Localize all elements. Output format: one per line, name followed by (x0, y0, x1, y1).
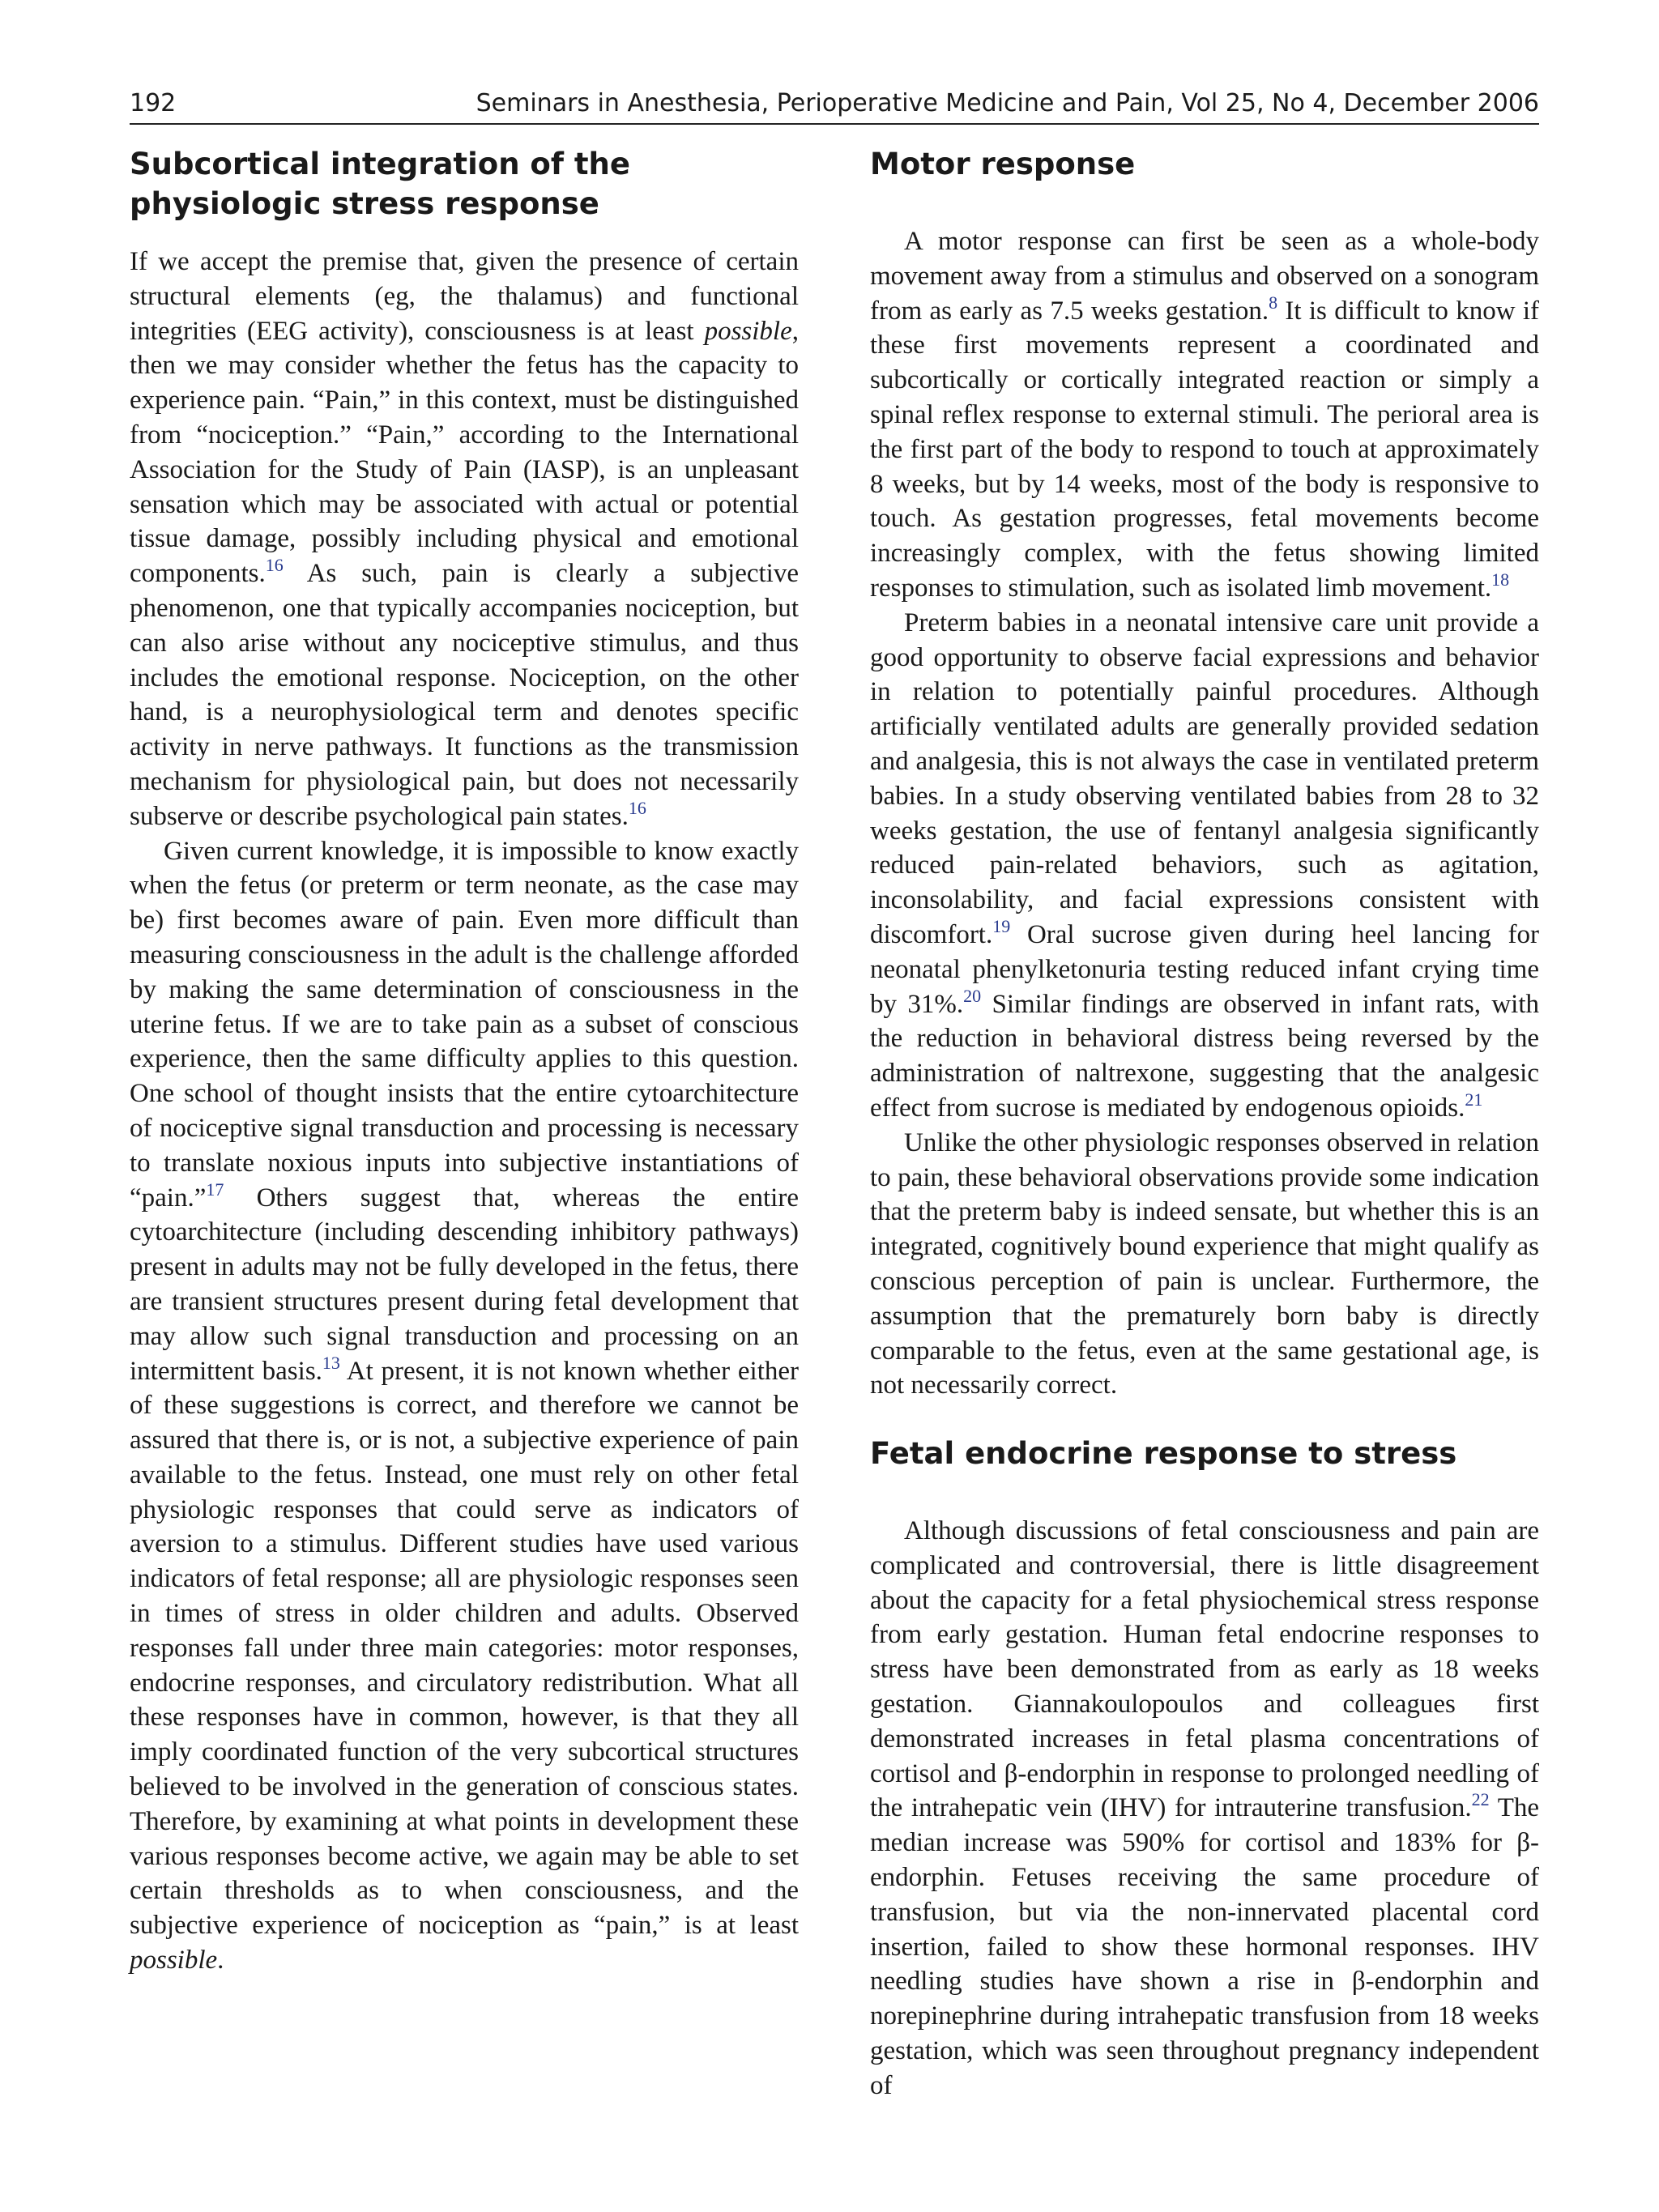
paragraph: Although discussions of fetal consciousness and pain are complicated and controversial, there is little disagreement about the capacity for a fetal physiochemical stress response from early gestation. Human fetal endocrine responses to stress have been demonstrated from as early as 18 weeks gestation. Giannakoulopoulos and colleagues first demonstrated increases in fetal plasma concentrations of cortisol and β-endorphin in response to prolonged needling of the intrahepatic vein (IHV) for intrauterine transfusion.$^{22}$ The median increase was 590% for cortisol and 183% for β-endorphin. Fetuses receiving the same procedure of transfusion, but via the non-innervated placental cord insertion, failed to show these hormonal responses. IHV needling studies have shown a rise in β-endorphin and norepinephrine during intrahepatic transfusion from 18 weeks gestation, which was seen throughout pregnancy independent of (870, 1516, 1539, 2100)
reference-link[interactable]: 19 (992, 915, 1011, 936)
reference-link[interactable]: 16 (265, 555, 284, 576)
section-heading-motor-response: Motor response (870, 147, 1136, 181)
paragraph: If we accept the premise that, given the presence of certain structural elements (eg, the thalamus) and functional integrities (EEG activity), consciousness is at least possible, then we may consider whether the fetus has the capacity to experience pain. “Pain,” in this context, must be distinguished from “nociception.” “Pain,” according to the International Association for the Study of Pain (IASP), is an unpleasant sensation which may be associated with actual or potential tissue damage, possibly including physical and emotional components.$^{16}$ As such, pain is clearly a subjective phenomenon, one that typically accompanies nociception, but can also arise without any nociceptive stimulus, and thus includes the emotional response. Nociception, on the other hand, is a neurophysiological term and denotes specific activity in nerve pathways. It functions as the transmission mechanism for physiological pain, but does not necessarily subserve or describe psychological pain states.$^{16}$ (130, 247, 799, 831)
paragraph: Preterm babies in a neonatal intensive care unit provide a good opportunity to observe facial expressions and behavior in relation to potentially painful procedures. Although artificially ventilated adults are generally provided sedation and analgesia, this is not always the case in ventilated preterm babies. In a study observing ventilated babies from 28 to 32 weeks gestation, the use of fentanyl analgesia significantly reduced pain-related behaviors, such as agitation, inconsolability, and facial expressions consistent with discomfort.$^{19}$ Oral sucrose given during heel lancing for neonatal phenylketonuria testing reduced infant crying time by 31%.$^{20}$ Similar findings are observed in infant rats, with the reduction in behavioral distress being reversed by the administration of naltrexone, suggesting that the analgesic effect from sucrose is mediated by endogenous opioids.$^{21}$ (870, 607, 1539, 1123)
reference-link[interactable]: 17 (206, 1178, 224, 1200)
running-head (130, 84, 1539, 125)
section-heading-fetal-endocrine: Fetal endocrine response to stress (870, 1436, 1457, 1472)
section-heading-subcortical: Subcortical integration of the physiologic stress response (130, 147, 630, 221)
paragraph: A motor response can first be seen as a whole-body movement away from a stimulus and observed on a sonogram from as early as 7.5 weeks gestation.$^8$ It is difficult to know if these first movements represent a coordinated and subcortically or cortically integrated reaction or simply a spinal reflex response to external stimuli. The perioral area is the first part of the body to respond to touch at approximately 8 weeks, but by 14 weeks, most of the body is responsive to touch. As gestation progresses, fetal movements become increasingly complex, with the fetus showing limited responses to stimulation, such as isolated limb movement.$^{18}$ (870, 227, 1539, 603)
left-column (130, 144, 799, 1978)
paragraph: Unlike the other physiologic responses observed in relation to pain, these behavioral observations provide some indication that the preterm baby is indeed sensate, but whether this is an integrated, cognitively bound experience that might qualify as conscious perception of pain is unclear. Furthermore, the assumption that the prematurely born baby is directly comparable to the fetus, even at the same gestational age, is not necessarily correct. (870, 1127, 1539, 1400)
reference-link[interactable]: 8 (1269, 292, 1278, 313)
page-number: 192 (130, 89, 177, 117)
reference-link[interactable]: 21 (1465, 1089, 1483, 1110)
journal-citation: Seminars in Anesthesia, Perioperative Medicine and Pain, Vol 25, No 4, December 2006 (476, 89, 1539, 117)
right-column (870, 144, 1539, 2103)
paragraph: Given current knowledge, it is impossible to know exactly when the fetus (or preterm or term neonate, as the case may be) first becomes aware of pain. Even more difficult than measuring consciousness in the adult is the challenge afforded by making the same determination of consciousness in the uterine fetus. If we are to take pain as a subset of conscious experience, then the same difficulty applies to this question. One school of thought insists that the entire cytoarchitecture of nociceptive signal transduction and processing is necessary to translate noxious inputs into subjective instantiations of “pain.”$^{17}$ Others suggest that, whereas the entire cytoarchitecture (including descending inhibitory pathways) present in adults may not be fully developed in the fetus, there are transient structures present during fetal development that may allow such signal transduction and processing on an intermittent basis.$^{13}$ At present, it is not known whether either of these suggestions is correct, and therefore we cannot be assured that there is, or is not, a subjective experience of pain available to the fetus. Instead, one must rely on other fetal physiologic responses that could serve as indicators of aversion to a stimulus. Different studies have used various indicators of fetal response; all are physiologic responses seen in times of stress in older children and adults. Observed responses fall under three main categories: motor responses, endocrine responses, and circulatory redistribution. What all these responses have in common, however, is that they all imply coordinated function of the very subcortical structures believed to be involved in the generation of conscious states. Therefore, by examining at what points in development these various responses become active, we again may be able to set certain thresholds as to when consciousness, and the subjective experience of nociception as “pain,” is at least possible. (130, 836, 799, 1975)
reference-link[interactable]: 22 (1471, 1789, 1490, 1810)
reference-link[interactable]: 18 (1491, 569, 1510, 590)
reference-link[interactable]: 16 (628, 797, 646, 818)
reference-link[interactable]: 20 (963, 985, 982, 1006)
reference-link[interactable]: 13 (322, 1352, 340, 1373)
